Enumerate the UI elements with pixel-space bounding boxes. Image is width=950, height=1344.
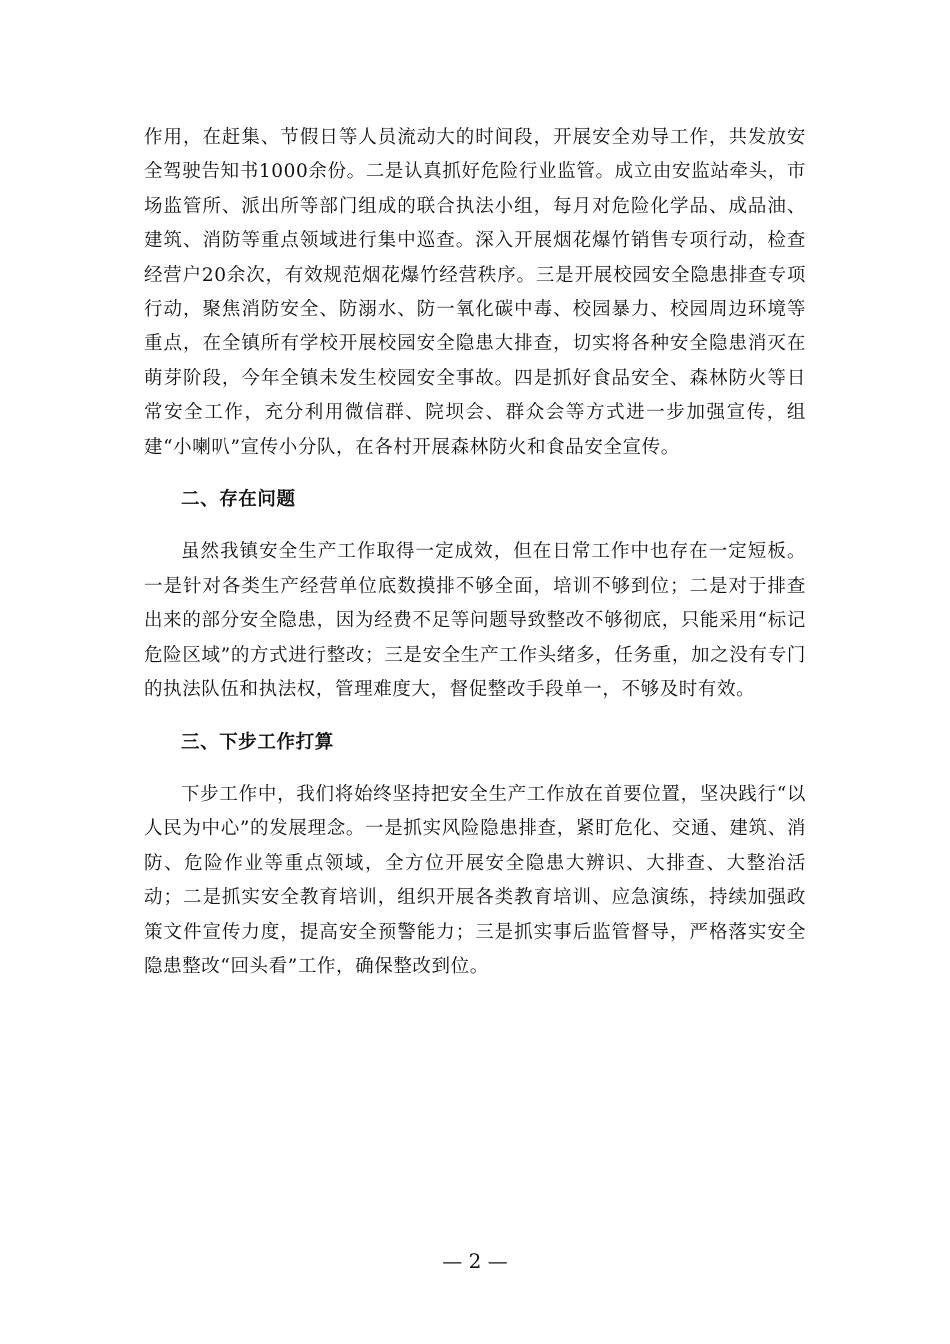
spacer <box>144 517 806 535</box>
spacer <box>144 465 806 483</box>
paragraph-existing-problems: 虽然我镇安全生产工作取得一定成效，但在日常工作中也存在一定短板。一是针对各类生产经营单位底数摸排不够全面，培训不够到位；二是对于排查出来的部分安全隐患，因为经费不足等问题导致整改不够彻底，只能采用“标记危险区域”的方式进行整改；三是安全生产工作头绪多，任务重，加之没有专门的执法队伍和执法权，管理难度大，督促整改手段单一，不够及时有效。 <box>144 541 806 701</box>
document-body <box>144 121 806 984</box>
spacer <box>144 760 806 778</box>
heading-existing-problems: 二、存在问题 <box>181 489 296 511</box>
paragraph-next-steps: 下步工作中，我们将始终坚持把安全生产工作放在首要位置，坚决践行“以人民为中心”的发展理念。一是抓实风险隐患排查，紧盯危化、交通、建筑、消防、危险作业等重点领域，全方位开展安全隐患大辨识、大排查、大整治活动；二是抓实安全教育培训，组织开展各类教育培训、应急演练，持续加强政策文件宣传力度，提高安全预警能力；三是抓实事后监管督导，严格落实安全隐患整改“回头看”工作，确保整改到位。 <box>144 783 806 977</box>
page-number: — 2 — <box>442 1249 508 1273</box>
spacer <box>144 708 806 726</box>
paragraph-safety-work-continued: 作用，在赶集、节假日等人员流动大的时间段，开展安全劝导工作，共发放安全驾驶告知书1000余份。二是认真抓好危险行业监管。成立由安监站牵头，市场监管所、派出所等部门组成的联合执法小组，每月对危险化学品、成品油、建筑、消防等重点领域进行集中巡查。深入开展烟花爆竹销售专项行动，检查经营户20余次，有效规范烟花爆竹经营秩序。三是开展校园安全隐患排查专项行动，聚焦消防安全、防溺水、防一氧化碳中毒、校园暴力、校园周边环境等重点，在全镇所有学校开展校园安全隐患大排查，切实将各种安全隐患消灭在萌芽阶段，今年全镇未发生校园安全事故。四是抓好食品安全、森林防火等日常安全工作，充分利用微信群、院坝会、群众会等方式进一步加强宣传，组建“小喇叭”宣传小分队，在各村开展森林防火和食品安全宣传。 <box>144 127 806 458</box>
heading-next-steps: 三、下步工作打算 <box>181 731 334 753</box>
